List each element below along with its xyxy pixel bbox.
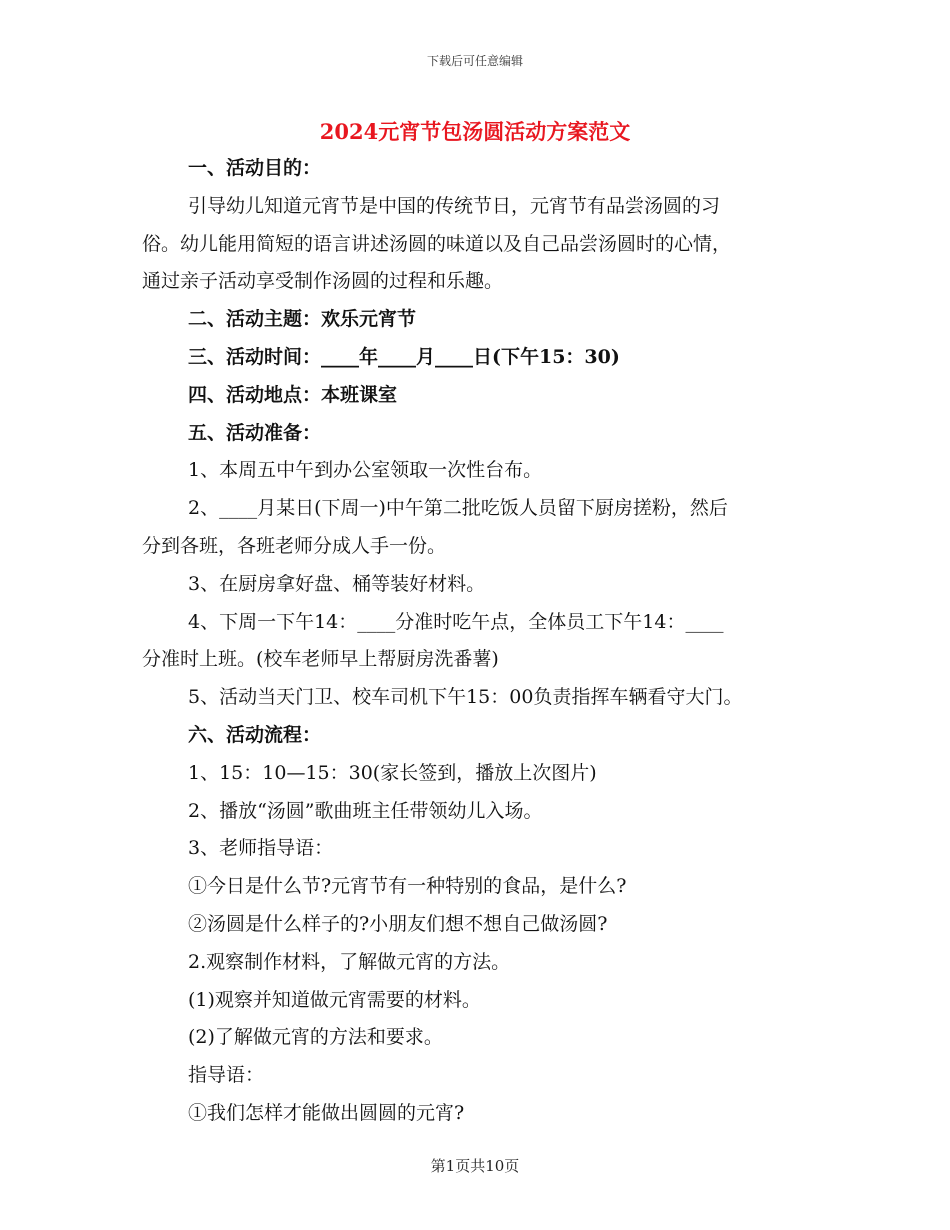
text-line: 2.观察制作材料，了解做元宵的方法。: [188, 950, 511, 973]
text-line: 5、活动当天门卫、校车司机下午15：00负责指挥车辆看守大门。: [188, 686, 743, 709]
text-line: 4、下周一下午14：____分准时吃午点，全体员工下午14：____: [188, 610, 724, 633]
document-title: 2024元宵节包汤圆活动方案范文: [319, 119, 631, 144]
text-line: ①我们怎样才能做出圆圆的元宵?: [188, 1101, 465, 1124]
text-line: (1)观察并知道做元宵需要的材料。: [188, 988, 481, 1011]
text-line: 四、活动地点：本班课室: [188, 383, 398, 406]
text-line: 指导语：: [188, 1064, 265, 1087]
text-line: 二、活动主题：欢乐元宵节: [188, 308, 417, 331]
text-line: 1、本周五中午到办公室领取一次性台布。: [188, 459, 543, 482]
text-line: 三、活动时间：____年____月____日(下午15：30): [188, 345, 620, 368]
text-line: 通过亲子活动享受制作汤圆的过程和乐趣。: [142, 270, 504, 293]
header-note: 下载后可任意编辑: [426, 54, 523, 68]
text-line: 六、活动流程：: [188, 723, 322, 746]
page-footer: 第1页共10页: [430, 1157, 520, 1175]
text-line: 1、15：10—15：30(家长签到，播放上次图片): [188, 761, 597, 784]
text-line: 俗。幼儿能用简短的语言讲述汤圆的味道以及自己品尝汤圆时的心情，: [142, 232, 732, 255]
text-line: 分到各班，各班老师分成人手一份。: [142, 534, 447, 557]
document-body: [142, 150, 812, 1133]
text-line: 3、在厨房拿好盘、桶等装好材料。: [188, 572, 486, 595]
text-line: (2)了解做元宵的方法和要求。: [188, 1026, 443, 1049]
text-line: 引导幼儿知道元宵节是中国的传统节日，元宵节有品尝汤圆的习: [188, 194, 721, 217]
text-line: 一、活动目的：: [188, 157, 322, 179]
text-line: 五、活动准备：: [188, 421, 322, 444]
text-line: 2、____月某日(下周一)中午第二批吃饭人员留下厨房搓粉，然后: [188, 497, 728, 520]
text-line: 分准时上班。(校车老师早上帮厨房洗番薯): [142, 648, 499, 671]
text-line: ②汤圆是什么样子的?小朋友们想不想自己做汤圆?: [188, 912, 608, 935]
text-line: 3、老师指导语：: [188, 837, 334, 860]
text-line: ①今日是什么节?元宵节有一种特别的食品，是什么?: [188, 875, 627, 898]
text-line: 2、播放“汤圆”歌曲班主任带领幼儿入场。: [188, 799, 543, 822]
